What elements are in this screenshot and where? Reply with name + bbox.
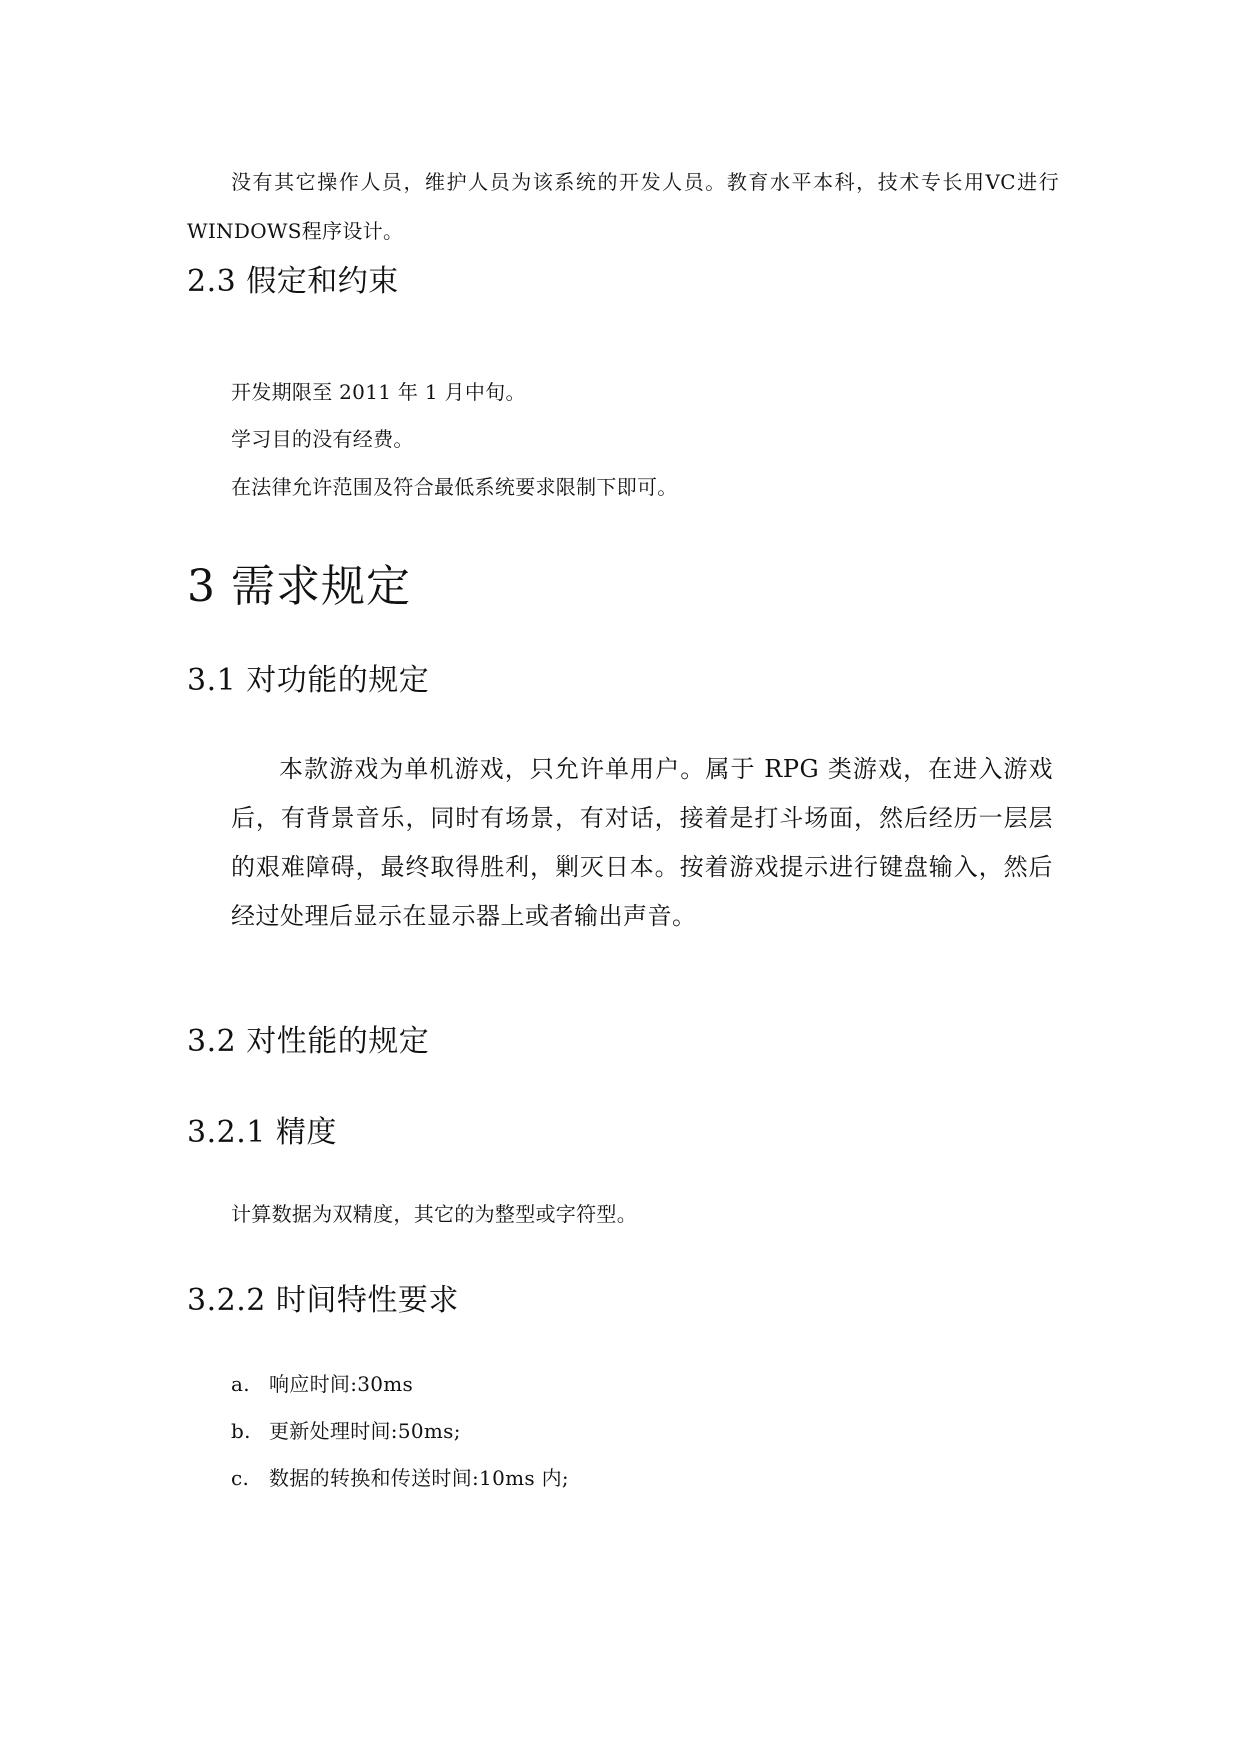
heading-3: 3 需求规定 xyxy=(187,561,411,612)
function-paragraph: 本款游戏为单机游戏，只允许单用户。属于 RPG 类游戏，在进入游戏后，有背景音乐，同时有场景，有对话，接着是打斗场面，然后经历一层层的艰难障碍，最终取得胜利，剿灭日本。按着游戏提示进行键盘输入，然后经过处理后显示在显示器上或者输出声音。 xyxy=(231,755,1053,930)
heading-3-2-1: 3.2.1 精度 xyxy=(187,1115,337,1150)
list-marker: a. xyxy=(231,1372,250,1396)
list-marker: c. xyxy=(231,1466,250,1490)
list-item-text: 响应时间:30ms xyxy=(269,1372,414,1396)
heading-2-3: 2.3 假定和约束 xyxy=(187,264,399,299)
heading-3-1: 3.1 对功能的规定 xyxy=(187,663,430,698)
heading-3-2: 3.2 对性能的规定 xyxy=(187,1024,430,1059)
list-item-text: 数据的转换和传送时间:10ms 内; xyxy=(269,1466,569,1490)
list-item xyxy=(231,1415,461,1444)
list-item xyxy=(231,1462,569,1491)
list-item xyxy=(231,1368,413,1397)
list-marker: b. xyxy=(231,1419,251,1443)
constraint-line-2: 学习目的没有经费。 xyxy=(231,427,414,451)
constraint-line-1: 开发期限至 2011 年 1 月中旬。 xyxy=(231,380,526,404)
constraint-line-3: 在法律允许范围及符合最低系统要求限制下即可。 xyxy=(231,475,678,499)
precision-line: 计算数据为双精度，其它的为整型或字符型。 xyxy=(231,1202,637,1226)
heading-3-2-2: 3.2.2 时间特性要求 xyxy=(187,1283,459,1318)
list-item-text: 更新处理时间:50ms; xyxy=(269,1419,461,1443)
intro-paragraph: 没有其它操作人员，维护人员为该系统的开发人员。教育水平本科，技术专长用VC进行WINDOWS程序设计。 xyxy=(187,170,1059,243)
